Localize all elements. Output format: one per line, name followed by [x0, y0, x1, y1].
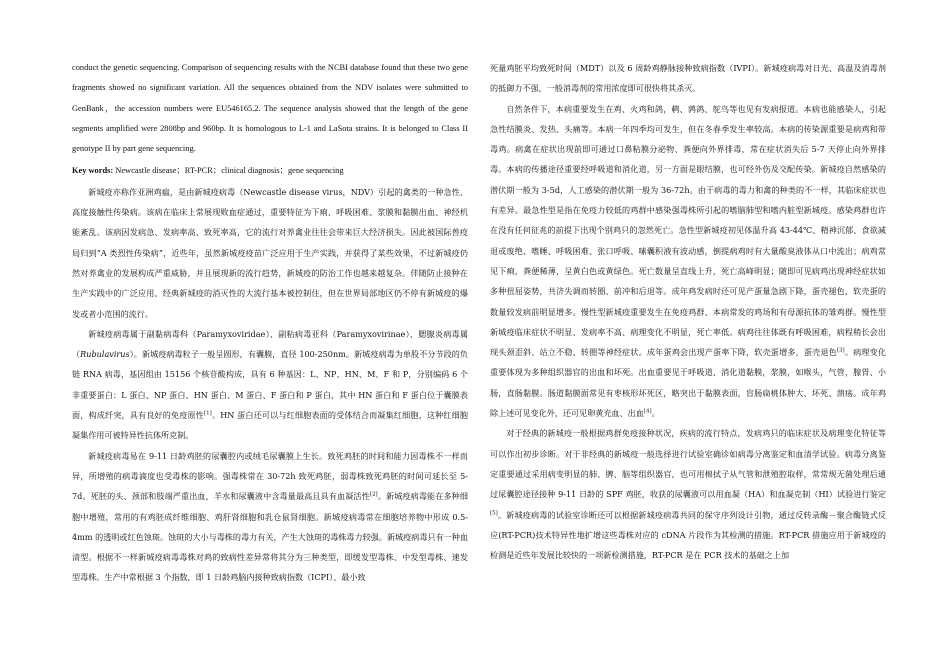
keywords-label: Key words:: [72, 166, 114, 176]
virus-structure-paragraph: [72, 324, 468, 446]
virus-culture-paragraph: [72, 446, 468, 588]
citation-3: [3]: [836, 347, 845, 354]
virus-culture-text-b: 。新城疫病毒能在多种细胞中增殖，常用的有鸡胚成纤维细胞、鸡肝肾细胞和乳仓鼠肾细胞。新城疫病毒常在细胞培养物中形成 0.5-4mm 的透明或红色蚀斑。蚀斑的大小与毒株的毒力有关，产生大蚀斑的毒株毒力较强。新城疫病毒只有一种血清型。根据不一样新城疫病毒毒株对鸡的致病性差异常将其分为三种类型，即缓发型毒株、中发型毒株、速发型毒株。生产中常根据 3 个指数，即 1 日龄鸡脑内接种致病指数（ICPI）、最小致: [72, 491, 468, 583]
intro-paragraph: 新城疫亦称作亚洲鸡瘟，是由新城疫病毒（Newcastle disease virus，NDV）引起的禽类的一种急性、高度接触性传染病。该病在临床上常展现败血症通过，重要特征为下痢、呼吸困难、浆膜和黏膜出血、神经机能紊乱。该病因发病急、发病率高、致死率高，它的流行对养禽业往往会带来巨大经济损失。因此被国际兽疫局归到“A 类烈性传染病”，近些年，虽然新城疫疫苗广泛应用于生产实践，并获得了某些效果，不过新城疫仍然对养禽业的发展构成严重威胁，并且展现新的流行趋势，新城疫的防治工作也越来越复杂。伴随防止接种在生产实践中的广泛应用，经典新城疫的消灭性的大流行基本被控制住，但在世界局部地区仍不停有新城疫的爆发或者小范围的流行。: [72, 186, 468, 319]
epidemiology-paragraph: [490, 99, 886, 424]
epidemiology-text-b: 。病理变化重要体现为多种组织器官的出血和坏死。出血重要见于呼吸道、消化道黏膜，浆膜，如喉头，气管，腺胃、小肠，直肠黏膜。肠道黏膜面常见有枣核形坏死区，略突出于黏膜表面，盲肠扁桃体肿大、坏死、溃疡。成年鸡除上述可见变化外，还可见卵黄充血、出血: [490, 347, 886, 419]
abstract-english: conduct the genetic sequencing. Comparison of sequencing results with the NCBI database found that these two gene fragments showed no significant variation. All the sequences obtained from the NDV isolates were submitted to GenBank，the accession numbers were EU546165.2. The sequence analysis showed that the length of the gene segments amplified were 2808bp and 960bp. It is homologous to L-1 and LaSota strains. It is belonged to Class II genotype II by part gene sequencing.: [72, 63, 468, 154]
keywords-text: Newcastle disease；RT-PCR；clinical diagnosis；gene sequencing: [113, 166, 344, 176]
virus-structure-text-c: 。HN 蛋白还可以与红细胞表面的受体结合而凝集红细胞，这种红细胞凝集作用可被特异性抗体所克制。: [72, 410, 468, 441]
diagnosis-text-b: 。新城疫病毒的试验室诊断还可以根据新城疫病毒共同的保守序列设计引物，通过反转录酶－聚合酶链式反应(RT-PCR)技术特异性地扩增这些毒株对应的 cDNA 片段作为其检测的措施。RT-PCR 措施应用于新城疫的检测是近些年发展比较快的一项新检测措施，RT-PCR 是在 PCR 技术的基础之上加: [490, 509, 886, 561]
diagnosis-text-a: 对于经典的新城疫一般根据鸡群免疫接种状况，疾病的流行特点，发病鸡只的临床症状及病理变化特征等可以作出初步诊断。对于非经典的新城疫一般选择进行试验室确诊如病毒分离鉴定和血清学试验。病毒分离鉴定重要通过采用病变明显的肺、脾、脑等组织器官，也可用棉拭子从气管和泄殖腔取样，常常规无菌处理后通过尿囊腔途径接种 9-11 日龄的 SPF 鸡胚，收获的尿囊液可以用血凝（HA）和血凝克制（HI）试验进行鉴定: [490, 428, 886, 500]
citation-5: [5]: [490, 509, 498, 516]
continued-paragraph: 死量鸡胚平均致死时间（MDT）以及 6 周龄鸡静脉接种致病指数（IVPI）。新城疫病毒对日光、高温及消毒剂的抵御力不强，一般消毒剂的常用浓度即可很快将其杀灭。: [490, 63, 886, 94]
virus-structure-text-b: ）。新城疫病毒粒子一般呈圆形，有囊膜，直径 100-250nm。新城疫病毒为单股不分节段的负链 RNA 病毒，基因组由 15156 个核苷酸构成，具有 6 种基因：L、NP、HN、M、F 和 P，分别编码 6 个非重要蛋白：L 蛋白、NP 蛋白、HN 蛋白、M 蛋白、F 蛋白和 P 蛋白，其中 HN 蛋白和 F 蛋白位于囊膜表面，构成纤突，具有良好的免疫原性: [72, 349, 468, 421]
citation-2: [2]: [369, 491, 378, 498]
epidemiology-text-c: 。: [651, 408, 660, 419]
diagnosis-paragraph: [490, 423, 886, 565]
citation-1: [1]: [204, 410, 212, 417]
right-column: [490, 58, 886, 565]
epidemiology-text-a: 自然条件下，本病重要发生在鸡、火鸡和鸽，鹌、鹑鸽、鸵鸟等也见有发病报道。本病也能感染人，引起急性结膜炎、发热、头痛等。本病一年四季均可发生，但在冬春季发生率较高。本病的传染源重要是病鸡和带毒鸡。病禽在症状出现前即可通过口鼻粘膜分泌物、粪便向外界排毒，常在症状消失后 5-7 天停止向外界排毒。本病的传播途径重要经呼吸道和消化道，另一方面是眼结膜，也可经外伤及交配传染。新城疫自然感染的潜伏期一般为 3-5d，人工感染的潜伏期一般为 36-72h。由于病毒的毒力和禽的种类的不一样，其临床症状也有差异。最急性型是指在免疫力较低的鸡群中感染强毒株所引起的嗜脑肺型和嗜内脏型新城疫。感染鸡群也许在没有任何征兆的前提下出现个别鸡只的忽然死亡。急性型新城疫初见体温升高 43-44℃、精神沉郁、食欲减退或废绝、嗜睡、呼吸困难、张口呼吸、嗉囊积液有波动感，倒提病鸡时有大量酸臭液体从口中流出；病鸡常见下痢，粪便稀薄，呈黄白色或黄绿色。死亡数量呈直线上升，死亡高峰明显；随即可见病鸡出现神经症状如多种扭屈姿势，共济失调而转圈、前冲和后退等。成年鸡发病时还可见产蛋量急剧下降，蛋壳褪色，软壳蛋的数量较发病前明显增多。慢性型新城疫重要发生在免疫鸡群、本病常发的鸡场和有母源抗体的雏鸡群。慢性型新城疫临床症状不明显、发病率不高、病理变化不明显，死亡率低。病鸡往往体既有呼吸困难，病程稍长会出现头颈歪斜、站立不稳、转圈等神经症状。成年蛋鸡会出现产蛋率下降，软壳蛋增多，蛋壳退色: [490, 103, 886, 358]
keywords-line: [72, 160, 468, 181]
virus-culture-text-a: 新城疫病毒易在 9-11 日龄鸡胚的尿囊腔内或绒毛尿囊膜上生长。致死鸡胚的时间和能力因毒株不一样而异，所增殖的病毒滴度也受毒株的影响。强毒株常在 30-72h 致死鸡胚，弱毒株致死鸡胚的时间可延长至 5-7d。死胚的头、颈部和肢端严重出血，羊水和尿囊液中含毒量最高且具有血凝活性: [72, 450, 468, 502]
genus-name: Rubulavirus: [80, 349, 130, 360]
citation-4: [4]: [643, 408, 652, 415]
left-column: [72, 58, 468, 588]
virus-structure-text-a: 新城疫病毒属于副黏病毒科（Paramyxoviridae）、副粘病毒亚科（Paramyxovirinae）、腮腺炎病毒属（: [72, 328, 468, 360]
